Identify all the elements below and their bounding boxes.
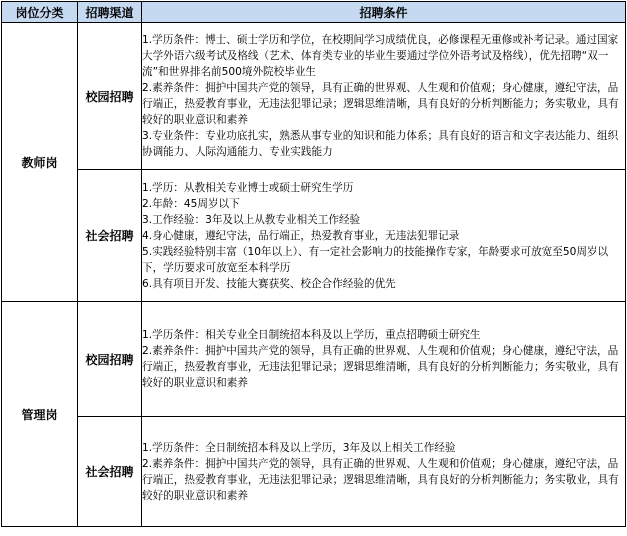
condition-item: 6.具有项目开发、技能大赛获奖、校企合作经验的优先	[142, 277, 396, 290]
conditions-cell	[142, 302, 626, 417]
condition-item: 2.素养条件：拥护中国共产党的领导，具有正确的世界观、人生观和价值观；身心健康，遵纪守法，品行端正，热爱教育事业，无违法犯罪记录；逻辑思维清晰，具有良好的分析判断能力；务实敬业，具有较好的职业意识和素养	[142, 82, 619, 126]
condition-item: 2.素养条件：拥护中国共产党的领导，具有正确的世界观、人生观和价值观；身心健康，遵纪守法，品行端正，热爱教育事业，无违法犯罪记录；逻辑思维清晰，具有良好的分析判断能力；务实敬业，具有较好的职业意识和素养	[142, 345, 619, 389]
category-cell-teacher: 教师岗	[2, 23, 78, 302]
condition-item: 1.学历：从教相关专业博士或硕士研究生学历	[142, 181, 354, 194]
table-row	[2, 417, 626, 527]
condition-item: 1.学历条件：相关专业全日制统招本科及以上学历，重点招聘硕士研究生	[142, 329, 481, 341]
conditions-cell	[142, 23, 626, 170]
header-recruit-channel: 招聘渠道	[78, 2, 142, 23]
table-row	[2, 302, 626, 417]
condition-item: 3.专业条件：专业功底扎实，熟悉从事专业的知识和能力体系；具有良好的语言和文字表达能力、组织协调能力、人际沟通能力、专业实践能力	[142, 130, 619, 158]
condition-item: 2.素养条件：拥护中国共产党的领导，具有正确的世界观、人生观和价值观；身心健康，遵纪守法，品行端正，热爱教育事业，无违法犯罪记录；逻辑思维清晰，具有良好的分析判断能力；务实敬业，具有较好的职业意识和素养	[142, 457, 619, 502]
condition-item: 4.身心健康，遵纪守法，品行端正，热爱教育事业，无违法犯罪记录	[142, 229, 460, 242]
header-position-category: 岗位分类	[2, 2, 78, 23]
table-row	[2, 23, 626, 170]
condition-item: 3.工作经验：3年及以上从教专业相关工作经验	[142, 213, 361, 226]
condition-item: 1.学历条件：全日制统招本科及以上学历，3年及以上相关工作经验	[142, 441, 456, 454]
condition-item: 5.实践经验特别丰富（10年以上）、有一定社会影响力的技能操作专家，年龄要求可放宽至50周岁以下，学历要求可放宽至本科学历	[142, 245, 609, 274]
category-cell-management: 管理岗	[2, 302, 78, 527]
channel-cell: 社会招聘	[78, 170, 142, 302]
table-row	[2, 170, 626, 302]
channel-cell: 校园招聘	[78, 302, 142, 417]
conditions-cell	[142, 417, 626, 527]
header-row	[2, 2, 626, 23]
channel-cell: 校园招聘	[78, 23, 142, 170]
condition-item: 2.年龄：45周岁以下	[142, 197, 240, 210]
condition-item: 1.学历条件：博士、硕士学历和学位，在校期间学习成绩优良，必修课程无重修或补考记录。通过国家大学外语六级考试及格线（艺术、体育类专业的毕业生要通过学位外语考试及格线），优先招聘“双一流”和世界排名前500境外院校毕业生	[142, 34, 619, 78]
channel-cell: 社会招聘	[78, 417, 142, 527]
conditions-cell	[142, 170, 626, 302]
header-recruit-conditions: 招聘条件	[142, 2, 626, 23]
recruitment-table	[1, 1, 626, 527]
